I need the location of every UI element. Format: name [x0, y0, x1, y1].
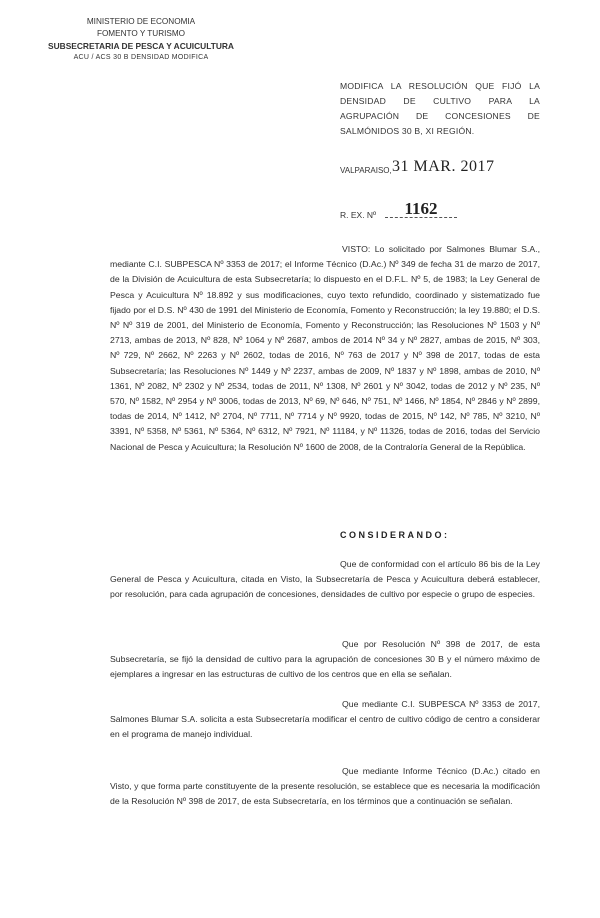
subject-line: SALMÓNIDOS 30 B, XI REGIÓN. [340, 126, 475, 136]
ministry-name: MINISTERIO DE ECONOMIA [86, 17, 196, 26]
date-stamp: 31 MAR. 2017 [392, 158, 495, 175]
resolution-subject [340, 79, 540, 139]
subject-line: AGRUPACIÓN DE CONCESIONES DE [340, 111, 540, 121]
considerando-paragraph: Que por Resolución Nº 398 de 2017, de esta Subsecretaría, se fijó la densidad de cultivo para la agrupación de concesiones 30 B y el número máximo de ejemplares a ingresar en las estructuras de cultivo de los centros que en ella se señalan. [110, 639, 540, 680]
subject-line: DENSIDAD DE CULTIVO PARA LA [340, 96, 540, 106]
visto-paragraph: VISTO: Lo solicitado por Salmones Blumar S.A., mediante C.I. SUBPESCA Nº 3353 de 2017; el Informe Técnico (D.Ac.) Nº 349 de fecha 31 de marzo de 2017, de la División de Acuicultura de esta Subsecretaría; lo dispuesto en el D.F.L. Nº 5, de 1983; la Ley General de Pesca y Acuicultura Nº 18.892 y sus modificaciones, cuyo texto refundido, coordinado y sistematizado fue fijado por el D.S. Nº 430 de 1991 del Ministerio de Economía, Fomento y Reconstrucción; la ley 19.880; el D.S. Nº Nº 319 de 2001, del Ministerio de Economía, Fomento y Reconstrucción; las Resoluciones Nº 1503 y Nº 2713, ambas de 2013, Nº 828, Nº 1064 y Nº 2687, ambos de 2014 Nº 34 y Nº 2827, ambas de 2015, Nº 303, Nº 729, Nº 2662, Nº 2263 y Nº 2602, todas de 2016, Nº 763 de 2017 y Nº 398 de 2017, todas de esta Subsecretaría; las Resoluciones Nº 1449 y Nº 2237, ambas de 2009, Nº 1837 y Nº 1898, ambas de 2010, Nº 1361, Nº 2082, Nº 2302 y Nº 2534, todas de 2011, Nº 1308, Nº 2601 y Nº 3042, todas de 2012 y Nº 235, Nº 570, Nº 1582, Nº 2954 y Nº 3006, todas de 2013, Nº 69, Nº 646, Nº 751, Nº 1466, Nº 1854, Nº 2846 y Nº 2899, todas de 2014, Nº 1412, Nº 2704, Nº 7711, Nº 7714 y Nº 9920, todas de 2015, Nº 142, Nº 785, Nº 3210, Nº 3391, Nº 5358, Nº 5361, Nº 5364, Nº 6312, Nº 7921, Nº 11184, y Nº 11326, todas de 2016, todas del Servicio Nacional de Pesca y Acuicultura; la Resolución Nº 1600 de 2008, de la Contraloría General de la República. [110, 244, 540, 452]
reference-code: ACU / ACS 30 B DENSIDAD MODIFICA [73, 54, 209, 61]
resolution-label: R. EX. Nº [340, 210, 377, 220]
subject-line: MODIFICA LA RESOLUCIÓN QUE FIJÓ LA [340, 81, 540, 91]
considerando-heading: CONSIDERANDO: [340, 530, 450, 540]
place-label: VALPARAISO, [340, 166, 392, 175]
considerando-paragraph: Que mediante Informe Técnico (D.Ac.) citado en Visto, y que forma parte constituyente de la presente resolución, se establece que es necesaria la modificación de la Resolución Nº 398 de 2017, de esta Subsecretaría, en los términos que a continuación se señalan. [110, 766, 540, 807]
resolution-number: 1162 [385, 199, 457, 218]
considerando-paragraph: Que mediante C.I. SUBPESCA Nº 3353 de 2017, Salmones Blumar S.A. solicita a esta Subsecretaría modificar el centro de cultivo código de centro a considerar en el programa de manejo individual. [110, 699, 540, 740]
undersecretariat-name: SUBSECRETARIA DE PESCA Y ACUICULTURA [48, 41, 234, 51]
considerando-paragraph: Que de conformidad con el artículo 86 bis de la Ley General de Pesca y Acuicultura, citada en Visto, la Subsecretaría de Pesca y Acuicultura deberá establecer, por resolución, para cada agrupación de concesiones, densidades de cultivo por especie o grupo de especies. [110, 559, 540, 600]
ministry-subtitle: FOMENTO Y TURISMO [96, 29, 186, 38]
